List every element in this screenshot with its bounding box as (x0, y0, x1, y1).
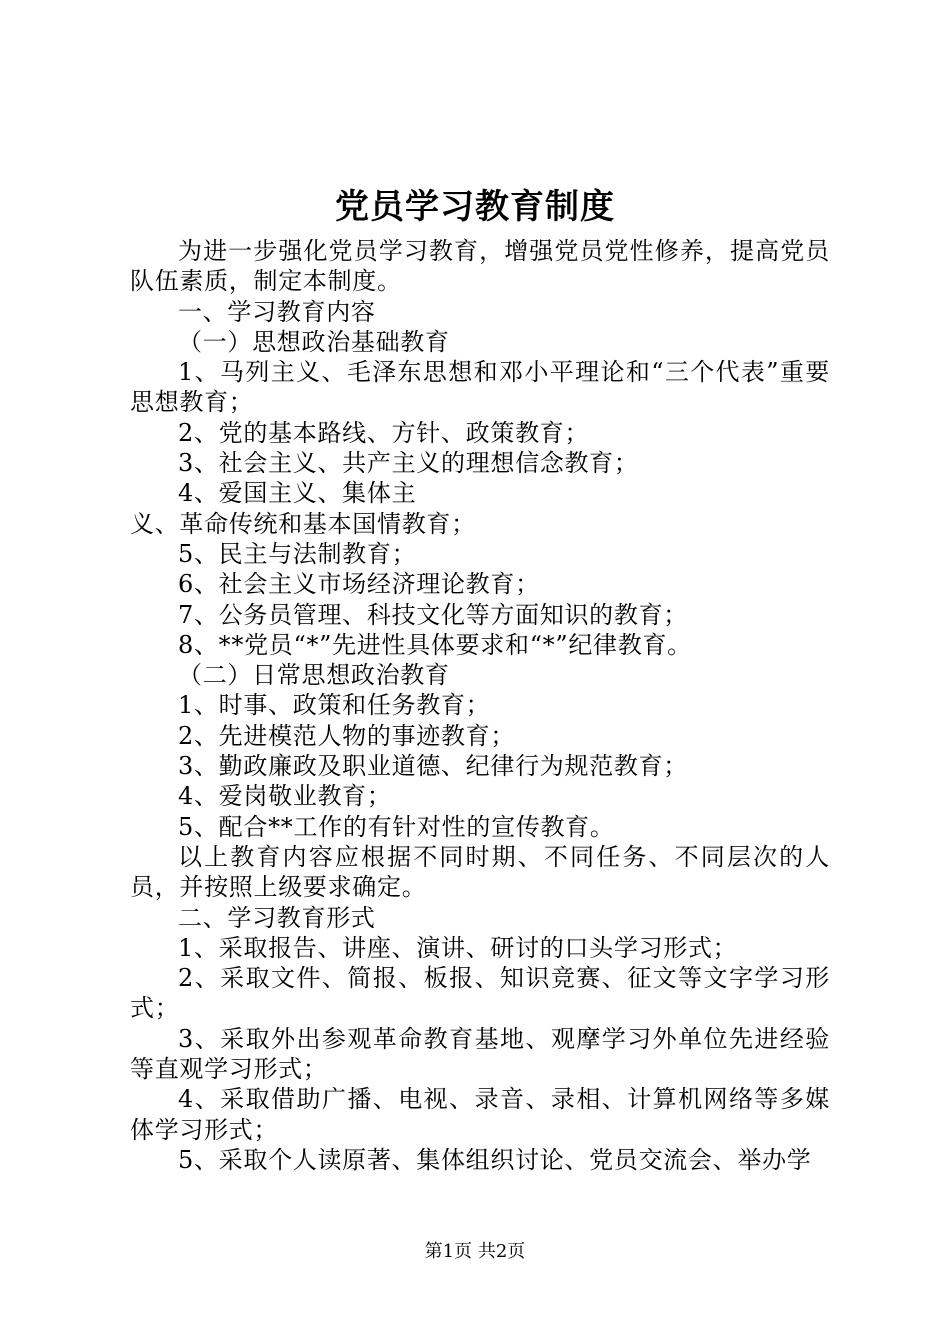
subsection-heading-2: （二）日常思想政治教育 (178, 661, 450, 690)
list-item: 4、爱国主义、集体主 (178, 479, 417, 508)
list-item: 5、民主与法制教育； (178, 539, 417, 568)
list-item: 1、马列主义、毛泽东思想和邓小平理论和“三个代表”重要思想教育； (130, 358, 830, 417)
list-item: 7、公务员管理、科技文化等方面知识的教育； (178, 600, 688, 629)
list-item: 6、社会主义市场经济理论教育； (178, 570, 540, 599)
document-body (130, 236, 830, 1175)
list-item: 1、时事、政策和任务教育； (178, 691, 491, 720)
list-item: 4、爱岗敬业教育； (178, 782, 392, 811)
subsection-heading-1: （一）思想政治基础教育 (178, 327, 450, 356)
list-item: 5、配合**工作的有针对性的宣传教育。 (178, 812, 615, 841)
section-heading-2: 二、学习教育形式 (178, 903, 376, 932)
list-item: 4、采取借助广播、电视、录音、录相、计算机网络等多媒体学习形式； (130, 1085, 830, 1144)
paragraph-summary: 以上教育内容应根据不同时期、不同任务、不同层次的人员，并按照上级要求确定。 (130, 842, 830, 902)
list-item: 2、党的基本路线、方针、政策教育； (178, 418, 590, 447)
list-item: 1、采取报告、讲座、演讲、研讨的口头学习形式； (178, 933, 738, 962)
list-item: 3、采取外出参观革命教育基地、观摩学习外单位先进经验等直观学习形式； (130, 1024, 830, 1084)
page-title: 党员学习教育制度 (335, 187, 615, 227)
list-item: 3、勤政廉政及职业道德、纪律行为规范教育； (178, 752, 688, 781)
list-item: 5、采取个人读原著、集体组织讨论、党员交流会、举办学 (178, 1145, 812, 1174)
list-item: 2、采取文件、简报、板报、知识竞赛、征文等文字学习形式； (130, 964, 830, 1023)
section-heading-1: 一、学习教育内容 (178, 297, 376, 326)
page-footer: 第1页 共2页 (424, 1241, 526, 1262)
list-item: 2、先进模范人物的事迹教育； (178, 721, 516, 750)
list-item: 8、**党员“*”先进性具体要求和“*”纪律教育。 (178, 630, 692, 659)
list-item: 3、社会主义、共产主义的理想信念教育； (178, 449, 639, 478)
list-item-continuation: 义、革命传统和基本国情教育； (130, 509, 476, 538)
paragraph-intro: 为进一步强化党员学习教育，增强党员党性修养，提高党员队伍素质，制定本制度。 (130, 237, 830, 296)
